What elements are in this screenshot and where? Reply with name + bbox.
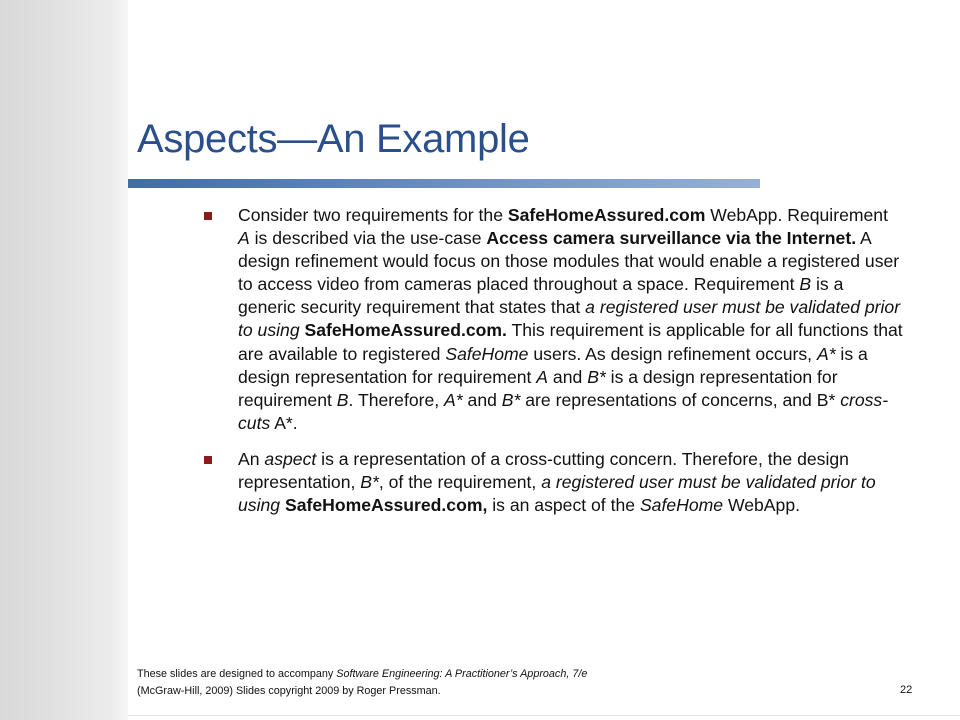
bullet-text-run: A*. [270, 412, 298, 433]
bullet-text-run: and [462, 389, 502, 410]
bullet-text-run: B* [501, 389, 521, 410]
bullet-text-run: . Therefore, [348, 389, 445, 410]
bullet-text [238, 205, 903, 433]
bullet-text-run: This requirement is applicable for all functions that are available to registered [238, 320, 903, 364]
bullet-text-run: SafeHome [639, 495, 724, 516]
bullet-text-run: WebApp. Requirement [705, 205, 888, 225]
bullet-text-run: Access camera surveillance via the Internet. [486, 228, 857, 249]
bullet-text-run: A design refinement would focus on those modules that would enable a registered user to access video from cameras placed throughout a space. Requirement [238, 228, 900, 295]
bullet-text-run: a registered user must be validated prior to using [238, 472, 876, 516]
bullet-item-aspect [204, 448, 904, 517]
square-bullet-icon [204, 456, 212, 464]
slide-footer [137, 666, 777, 700]
bullet-text-run: SafeHomeAssured.com, [284, 495, 488, 516]
bullet-text-run: B* [360, 472, 379, 493]
slide-title: Aspects—An Example [137, 117, 530, 161]
bullet-text-run: is an aspect of the [487, 495, 640, 516]
bullet-text-run: a registered user must be validated prior to using [238, 297, 901, 341]
bullet-text-run: A* [444, 389, 463, 410]
square-bullet-icon [204, 212, 212, 220]
bullet-text-run: SafeHomeAssured.com [507, 205, 706, 225]
footer-prefix: These slides are designed to accompany [137, 668, 337, 680]
page-number: 22 [900, 684, 913, 696]
bullet-text-run: is a design representation for requirement [238, 366, 838, 410]
bullet-item-requirements [204, 204, 904, 435]
title-underline-rule [128, 179, 760, 188]
bullet-text-run: B* [587, 366, 606, 387]
footer-copyright: (McGraw-Hill, 2009) Slides copyright 2009 by Roger Pressman. [137, 685, 441, 697]
bullet-text-run: aspect [264, 448, 317, 469]
bullet-text [238, 449, 876, 515]
bullet-text-run: are representations of concerns, and B* [520, 389, 841, 410]
bullet-text-run: B [336, 389, 349, 410]
bullet-text-run: Consider two requirements for the [238, 205, 508, 225]
bullet-text-run: , of the requirement, [378, 472, 542, 493]
bullet-text-run: is described via the use-case [249, 228, 487, 249]
bullet-text-run: cross-cuts [238, 389, 889, 433]
bullet-text-run: is a generic security requirement that states that [238, 274, 844, 318]
bullet-text-run: users. As design refinement occurs, [528, 343, 817, 364]
side-gradient-band [0, 0, 128, 720]
bullet-text-run: An [238, 448, 265, 469]
bottom-divider [128, 715, 960, 716]
bullet-text-run: A* [816, 343, 836, 364]
bullet-text-run: A [536, 366, 549, 387]
bullet-text-run: WebApp. [723, 495, 801, 516]
bullet-list [204, 204, 904, 517]
bullet-text-run: SafeHome [445, 343, 529, 364]
footer-book-title: Software Engineering: A Practitioner’s Approach, 7/e [336, 668, 588, 680]
bullet-text-run: SafeHomeAssured.com. [304, 320, 507, 341]
bullet-text-run: is a design representation for requirement [238, 343, 868, 387]
bullet-text-run: B [799, 274, 812, 295]
bullet-text-run: and [548, 366, 588, 387]
bullet-text-run: is a representation of a cross-cutting concern. Therefore, the design representation, [238, 448, 849, 493]
bullet-text-run: A [238, 228, 250, 249]
